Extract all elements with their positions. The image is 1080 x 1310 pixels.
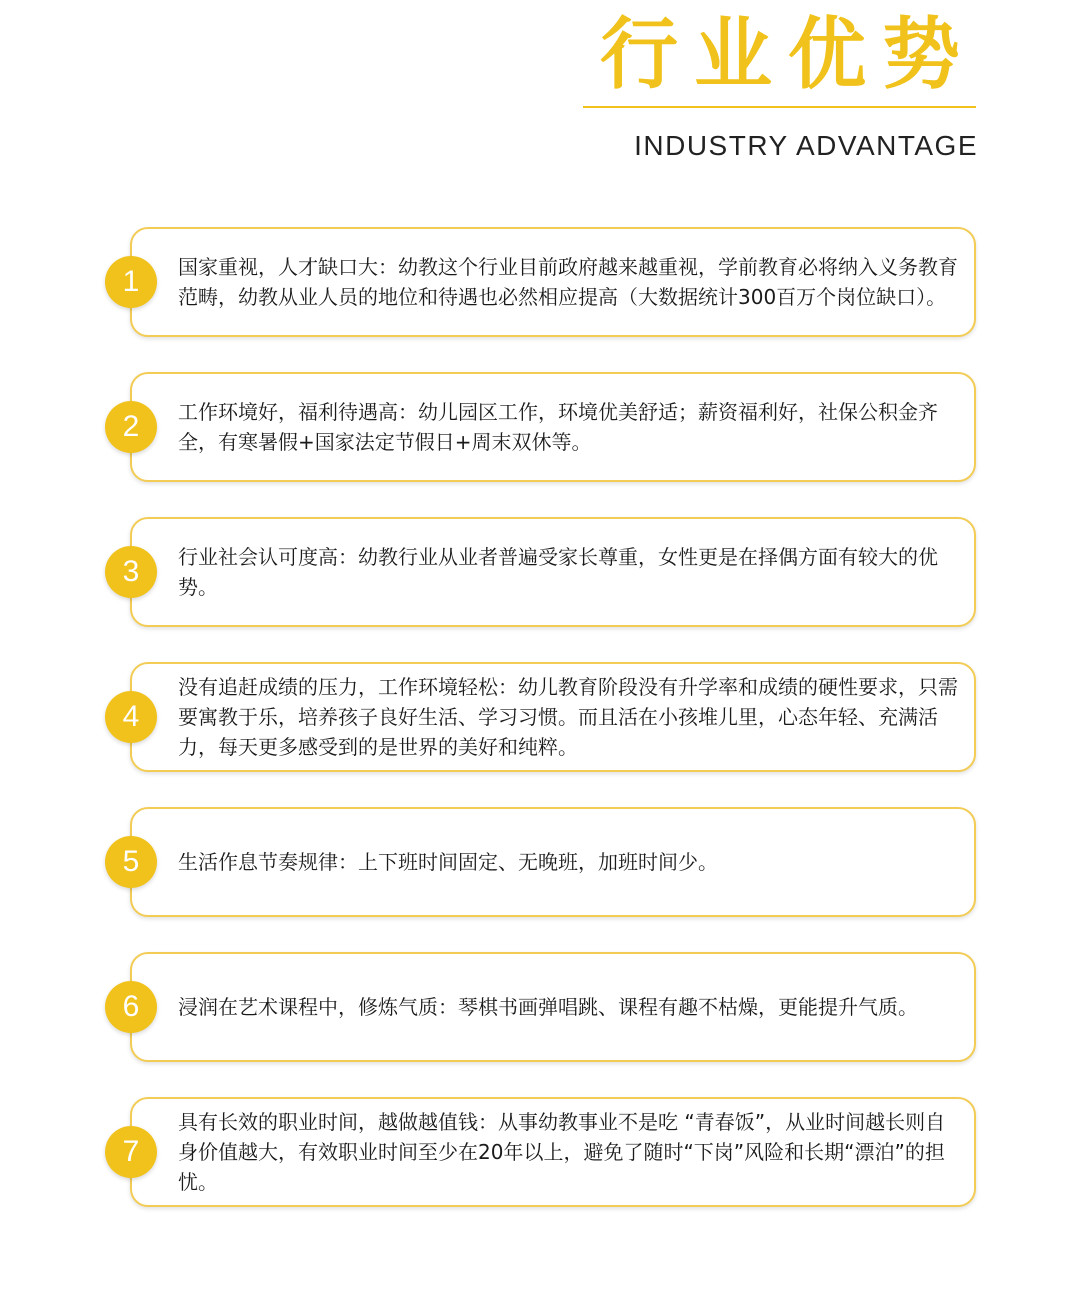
item-number-badge: 3 <box>105 546 157 598</box>
page-subtitle: INDUSTRY ADVANTAGE <box>634 130 978 161</box>
advantage-text: 具有长效的职业时间，越做越值钱：从事幼教事业不是吃 “青春饭”，从业时间越长则自身价值越大，有效职业时间至少在20年以上，避免了随时“下岗”风险和长期“漂泊”的担忧。 <box>178 1110 946 1194</box>
advantage-text: 工作环境好，福利待遇高：幼儿园区工作，环境优美舒适；薪资福利好，社保公积金齐全，有寒暑假+国家法定节假日+周末双休等。 <box>178 400 938 454</box>
advantage-item-4 <box>122 662 976 772</box>
page-title: 行业优势 <box>599 10 976 100</box>
item-number-badge: 2 <box>105 401 157 453</box>
item-number-badge: 4 <box>105 691 157 743</box>
item-number-badge: 5 <box>105 836 157 888</box>
title-underline <box>583 106 976 108</box>
advantage-text: 生活作息节奏规律：上下班时间固定、无晚班，加班时间少。 <box>178 850 718 874</box>
advantage-item-3 <box>122 517 976 627</box>
advantage-item-2 <box>122 372 976 482</box>
advantage-item-6 <box>122 952 976 1062</box>
advantage-item-5 <box>122 807 976 917</box>
advantage-text: 国家重视，人才缺口大：幼教这个行业目前政府越来越重视，学前教育必将纳入义务教育范畴，幼教从业人员的地位和待遇也必然相应提高（大数据统计300百万个岗位缺口）。 <box>178 255 958 309</box>
advantage-text: 浸润在艺术课程中，修炼气质：琴棋书画弹唱跳、课程有趣不枯燥，更能提升气质。 <box>178 995 918 1019</box>
item-number-badge: 6 <box>105 981 157 1033</box>
advantage-text: 行业社会认可度高：幼教行业从业者普遍受家长尊重，女性更是在择偶方面有较大的优势。 <box>178 545 938 599</box>
advantage-item-1 <box>122 227 976 337</box>
item-number-badge: 1 <box>105 256 157 308</box>
header <box>0 0 1080 200</box>
item-number-badge: 7 <box>105 1126 157 1178</box>
advantage-text: 没有追赶成绩的压力，工作环境轻松：幼儿教育阶段没有升学率和成绩的硬性要求，只需要寓教于乐，培养孩子良好生活、学习习惯。而且活在小孩堆儿里，心态年轻、充满活力，每天更多感受到的是世界的美好和纯粹。 <box>178 675 958 759</box>
advantage-item-7 <box>122 1097 976 1207</box>
